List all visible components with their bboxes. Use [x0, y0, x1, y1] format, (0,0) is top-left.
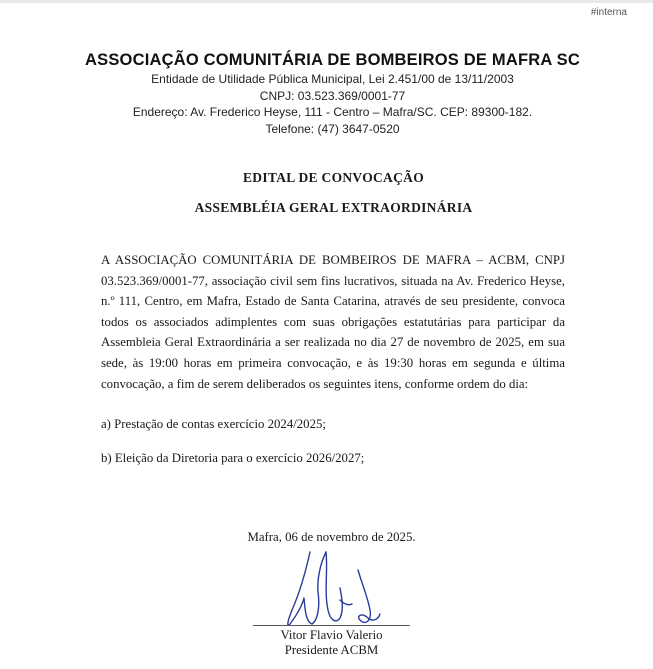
signature-line	[253, 625, 410, 626]
signer-role: Presidente ACBM	[284, 643, 379, 657]
letterhead-line-legal: Entidade de Utilidade Pública Municipal, Lei 2.451/00 de 13/11/2003	[151, 72, 514, 86]
notice-body: A ASSOCIAÇÃO COMUNITÁRIA DE BOMBEIROS DE MAFRA – ACBM, CNPJ 03.523.369/0001-77, associação civil sem fins lucrativos, situada na Av. Frederico Heyse, n.º 111, Centro, em Mafra, Estado de Santa Catarina, através de seu presidente, convoca todos os associados adimplentes com suas obrigações estatutárias para participar da Assembleia Geral Extraordinária a ser realizada no dia 27 de novembro de 2025, em sua sede, às 19:00 horas em primeira convocação, e às 19:30 horas em segunda e última convocação, a fim de serem deliberados os seguintes itens, conforme ordem do dia:	[101, 253, 565, 391]
top-edge-bar	[0, 0, 653, 3]
agenda-item-b: b) Eleição da Diretoria para o exercício 2026/2027;	[101, 451, 365, 465]
notice-subtitle: ASSEMBLÉIA GERAL EXTRAORDINÁRIA	[194, 200, 473, 215]
organization-name: ASSOCIAÇÃO COMUNITÁRIA DE BOMBEIROS DE MAFRA SC	[85, 51, 580, 69]
letterhead-line-phone: Telefone: (47) 3647-0520	[265, 121, 400, 136]
letterhead-line-cnpj: CNPJ: 03.523.369/0001-77	[259, 88, 406, 103]
handwritten-signature	[282, 540, 392, 635]
notice-title: EDITAL DE CONVOCAÇÃO	[243, 170, 424, 185]
letterhead	[0, 50, 653, 137]
classification-tag: #interna	[590, 7, 627, 18]
agenda-item-a: a) Prestação de contas exercício 2024/2025;	[101, 417, 326, 431]
notice-title-block	[0, 170, 653, 216]
signer-name: Vitor Flavio Valerio	[280, 628, 383, 642]
letterhead-line-address: Endereço: Av. Frederico Heyse, 111 - Centro – Mafra/SC. CEP: 89300-182.	[132, 105, 533, 119]
signer-block	[0, 628, 653, 658]
place-and-date: Mafra, 06 de novembro de 2025.	[247, 530, 416, 544]
